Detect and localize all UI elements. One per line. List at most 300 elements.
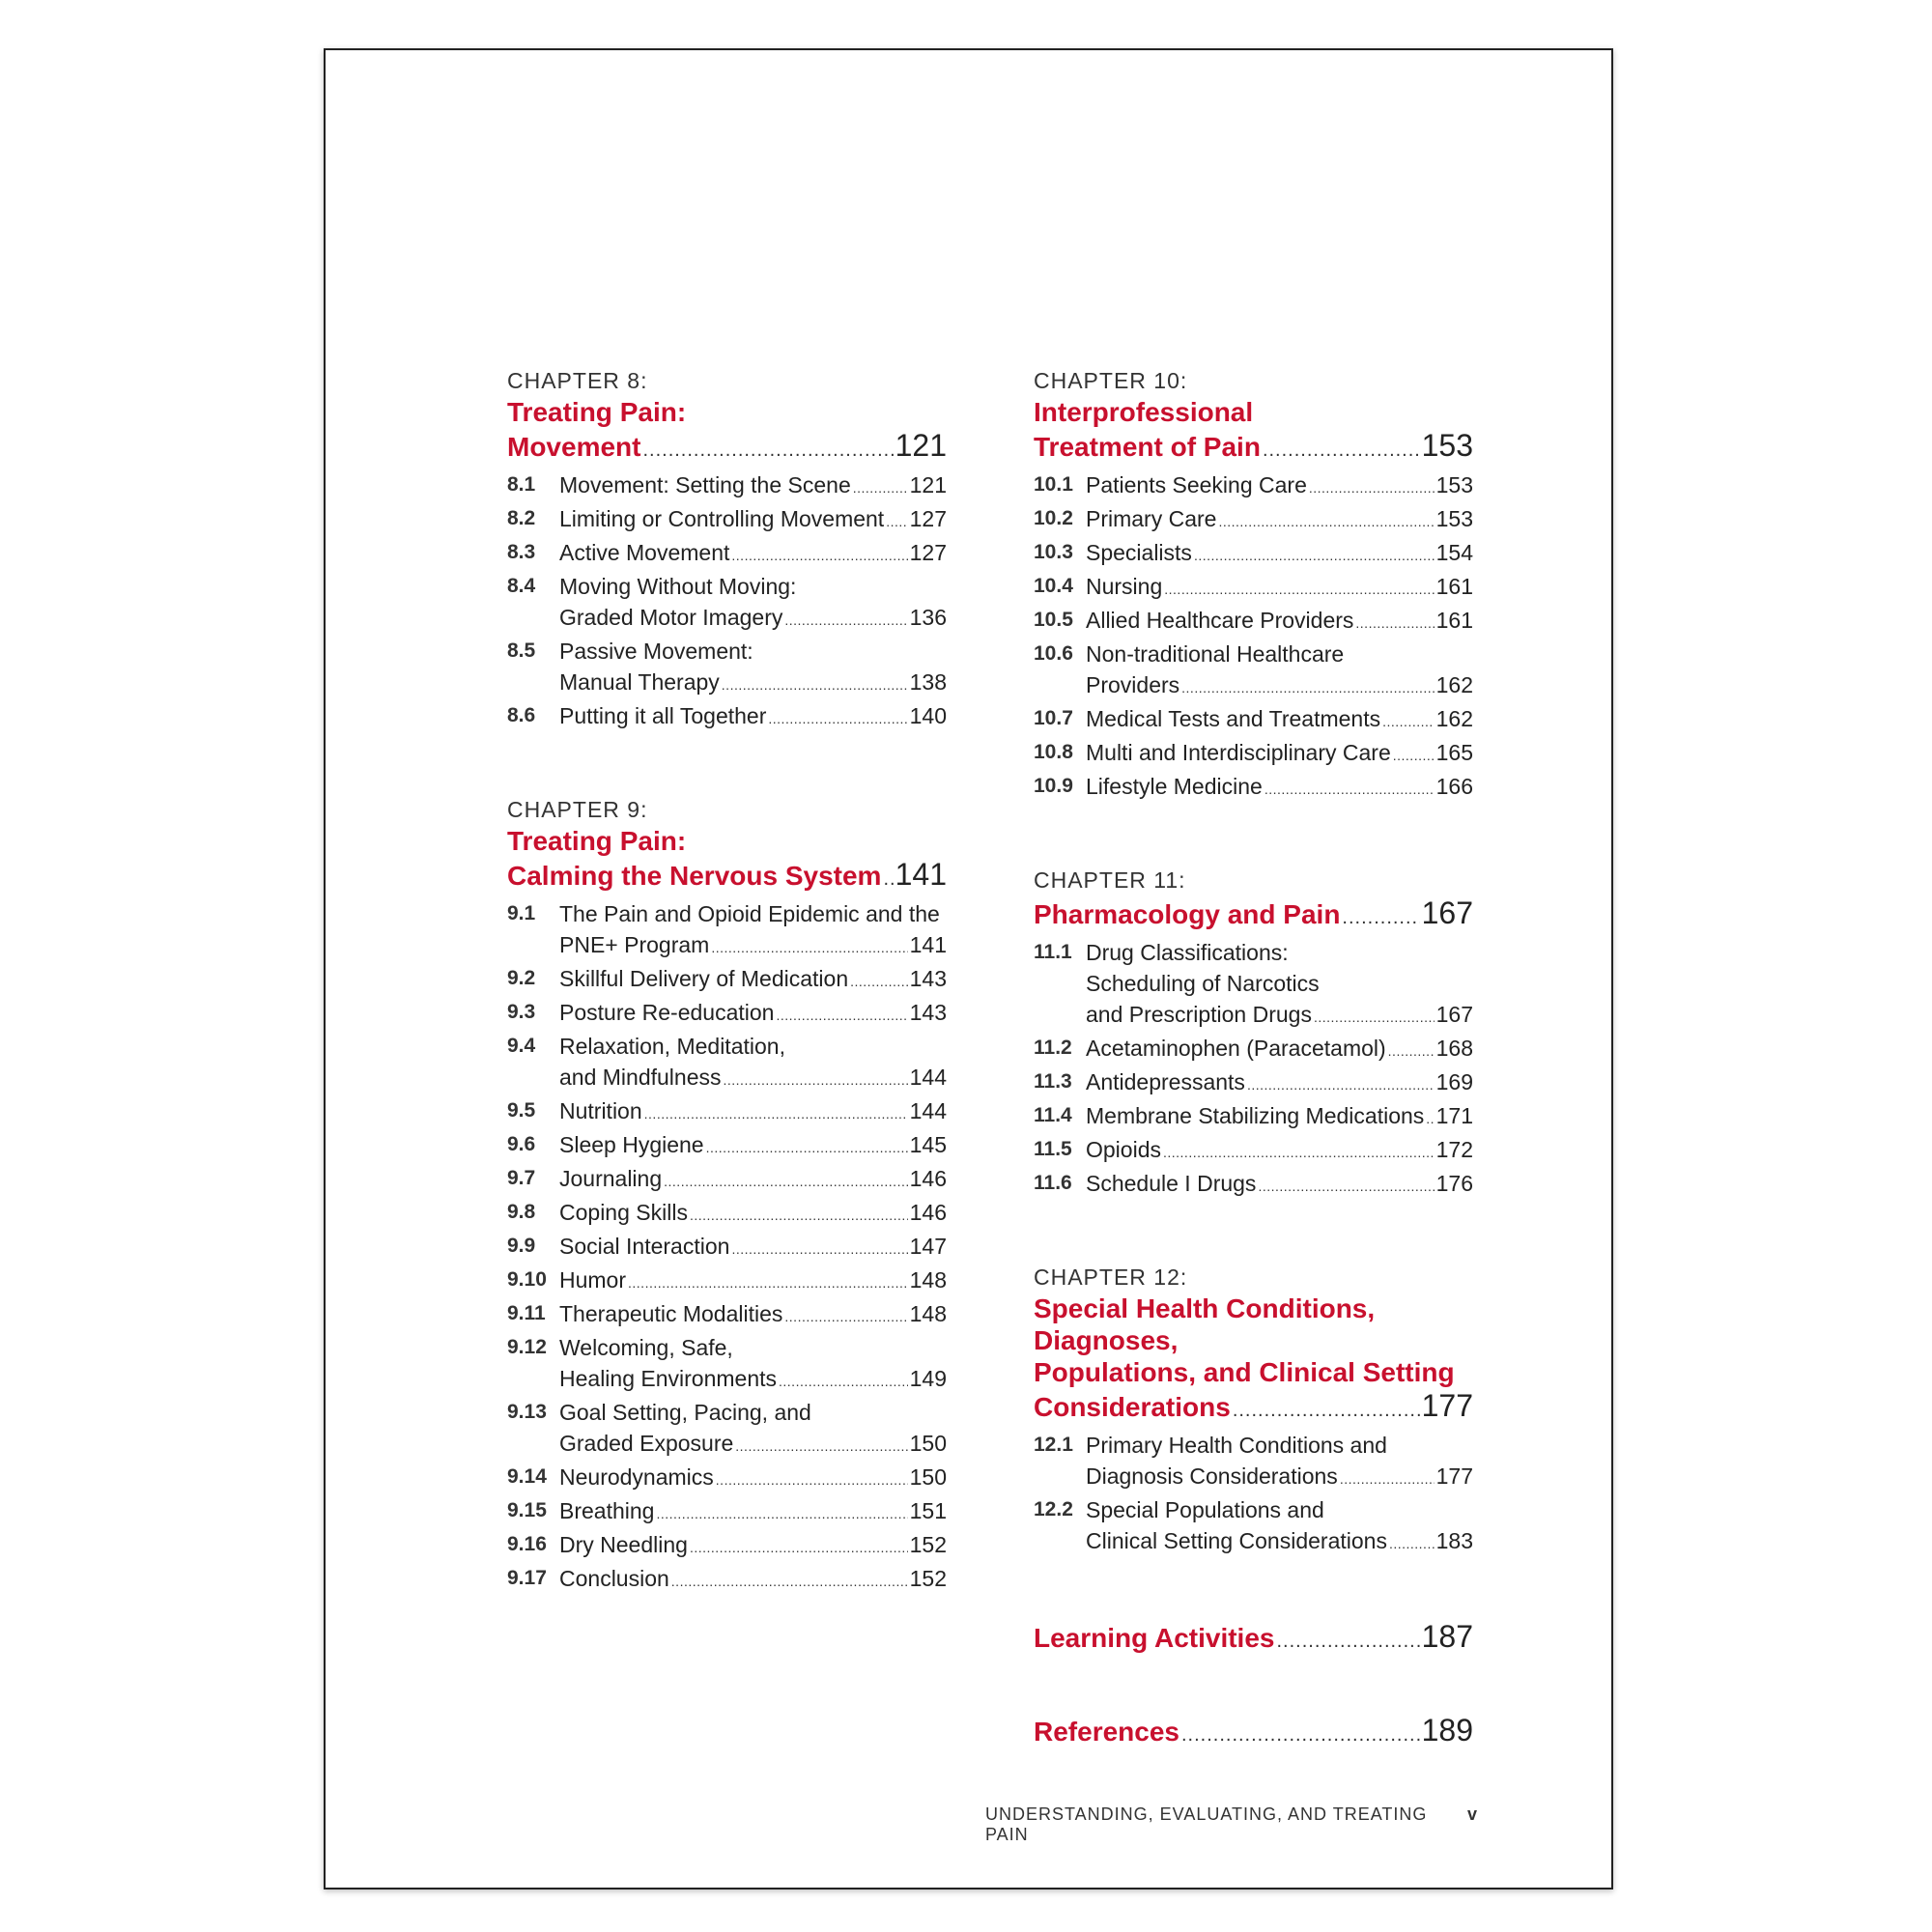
section-page-number: 161 [1435,574,1473,599]
section-number: 8.2 [507,507,536,529]
section-title-line: The Pain and Opioid Epidemic and the [559,901,940,926]
section-body [559,1095,947,1129]
section-title-row [1086,669,1473,703]
section-title: Nutrition [559,1098,642,1123]
section-title-row [559,1363,947,1397]
dot-leader [1393,737,1435,771]
chapter-11[interactable] [1034,865,1473,1202]
toc-section-entry[interactable] [507,1298,947,1332]
page-footer [985,1804,1478,1845]
section-page-number: 176 [1435,1171,1473,1196]
toc-section-entry[interactable] [1034,1168,1473,1202]
section-page-number: 145 [909,1132,947,1157]
section-title: Membrane Stabilizing Medications [1086,1103,1425,1128]
section-number: 9.17 [507,1567,547,1589]
toc-section-entry[interactable] [1034,1430,1473,1494]
section-number: 10.4 [1034,575,1073,597]
section-number: 9.8 [507,1201,536,1223]
section-title: Manual Therapy [559,669,720,695]
dot-leader [690,1197,908,1231]
section-title: Opioids [1086,1137,1161,1162]
section-number: 10.5 [1034,609,1073,631]
section-page-number: 140 [909,703,947,728]
section-title-row [1086,537,1473,571]
dot-leader [1264,771,1435,805]
section-list [1034,937,1473,1202]
section-title-line: Passive Movement: [559,639,753,664]
section-title-row [559,1062,947,1095]
section-body [559,1397,947,1462]
section-body [559,1031,947,1095]
toc-section-entry[interactable] [1034,771,1473,805]
section-number: 9.9 [507,1235,536,1257]
section-body [559,963,947,997]
section-title: Nursing [1086,574,1163,599]
section-title: Diagnosis Considerations [1086,1463,1338,1489]
section-number: 8.6 [507,704,536,726]
section-number: 9.1 [507,902,536,924]
section-title: Antidepressants [1086,1069,1245,1094]
chapter-label: CHAPTER 9: [507,797,648,822]
section-number: 11.4 [1034,1104,1072,1126]
section-title: and Prescription Drugs [1086,1002,1312,1027]
references-page: 189 [1421,1713,1473,1747]
chapter-title-line: Special Health Conditions, Diagnoses, [1034,1293,1376,1355]
section-title: Humor [559,1267,627,1293]
dot-leader [706,1129,908,1163]
section-body [559,700,947,734]
toc-section-entry[interactable] [1034,469,1473,503]
chapter-title-row [1034,1388,1473,1424]
toc-section-entry[interactable] [507,700,947,734]
section-number: 10.8 [1034,741,1073,763]
dot-leader [1355,605,1434,639]
section-number: 10.1 [1034,473,1073,496]
section-title: Movement: Setting the Scene [559,472,851,497]
section-body [559,1163,947,1197]
section-title-row [1086,1033,1473,1066]
section-page-number: 162 [1435,672,1473,697]
section-body [1086,639,1473,703]
section-title: Patients Seeking Care [1086,472,1307,497]
section-title: Active Movement [559,540,730,565]
dot-leader [1276,1631,1419,1653]
section-title: Social Interaction [559,1234,730,1259]
dot-leader [1194,537,1435,571]
section-body [1086,537,1473,571]
section-title: Putting it all Together [559,703,767,728]
section-title: Medical Tests and Treatments [1086,706,1381,731]
toc-section-entry[interactable] [507,1197,947,1231]
section-title-line: Scheduling of Narcotics [1086,971,1320,996]
toc-section-entry[interactable] [1034,605,1473,639]
section-page-number: 149 [909,1366,947,1391]
toc-section-entry[interactable] [507,1529,947,1563]
toc-section-entry[interactable] [507,537,947,571]
section-title-row [559,1495,947,1529]
section-title: Lifestyle Medicine [1086,774,1263,799]
section-body [559,1197,947,1231]
section-title-row [559,1428,947,1462]
dot-leader [1388,1033,1435,1066]
section-title-row [559,1298,947,1332]
toc-section-entry[interactable] [1034,1100,1473,1134]
section-body [1086,1066,1473,1100]
toc-section-entry[interactable] [507,503,947,537]
dot-leader [731,1231,907,1264]
section-body [1086,1430,1473,1494]
dot-leader [722,667,908,700]
section-page-number: 167 [1435,1002,1473,1027]
section-title-row [559,1095,947,1129]
toc-section-entry[interactable] [507,571,947,636]
section-page-number: 166 [1435,774,1473,799]
section-number: 11.6 [1034,1172,1072,1194]
section-title: Allied Healthcare Providers [1086,608,1354,633]
section-title-row [1086,1168,1473,1202]
section-body [559,1129,947,1163]
section-body [1086,1134,1473,1168]
section-title-row [559,667,947,700]
dot-leader [716,1462,908,1495]
dot-leader [768,700,907,734]
section-number: 9.11 [507,1302,546,1324]
section-body [559,1529,947,1563]
section-page-number: 153 [1435,472,1473,497]
section-number: 9.16 [507,1533,547,1555]
dot-leader [724,1062,908,1095]
section-number: 10.7 [1034,707,1073,729]
section-body [559,469,947,503]
section-title: Primary Care [1086,506,1217,531]
section-title-row [559,997,947,1031]
toc-section-entry[interactable] [507,1231,947,1264]
dot-leader [784,1298,907,1332]
section-title-row [1086,503,1473,537]
section-title: Skillful Delivery of Medication [559,966,849,991]
section-page-number: 144 [909,1065,947,1090]
section-title: Posture Re-education [559,1000,775,1025]
section-body [559,898,947,963]
dot-leader [735,1428,907,1462]
section-body [1086,1168,1473,1202]
toc-section-entry[interactable] [507,1129,947,1163]
section-page-number: 165 [1435,740,1473,765]
dot-leader [690,1529,908,1563]
toc-section-entry[interactable] [507,997,947,1031]
toc-section-entry[interactable] [1034,937,1473,1033]
dot-leader [784,602,907,636]
section-page-number: 143 [909,1000,947,1025]
dot-leader [850,963,908,997]
section-title-line: Goal Setting, Pacing, and [559,1400,811,1425]
section-title: Specialists [1086,540,1192,565]
section-list [507,469,947,734]
dot-leader [886,503,907,537]
section-body [559,1231,947,1264]
section-number: 9.14 [507,1465,547,1488]
dot-leader [779,1363,908,1397]
dot-leader [853,469,908,503]
section-body [559,1264,947,1298]
toc-section-entry[interactable] [507,1495,947,1529]
section-page-number: 152 [909,1566,947,1591]
dot-leader [671,1563,908,1597]
toc-section-entry[interactable] [507,1397,947,1462]
section-title: Journaling [559,1166,663,1191]
dot-leader [628,1264,908,1298]
section-page-number: 161 [1435,608,1473,633]
section-title-row [559,1197,947,1231]
section-title-row [1086,1066,1473,1100]
section-page-number: 143 [909,966,947,991]
learning-activities-title: Learning Activities [1034,1623,1275,1653]
section-body [559,1495,947,1529]
section-title-line: Moving Without Moving: [559,574,797,599]
toc-section-entry[interactable] [1034,703,1473,737]
toc-section-entry[interactable] [1034,1494,1473,1559]
references-entry[interactable] [1034,1713,1473,1748]
section-title-row [559,700,947,734]
section-title-row [559,469,947,503]
section-number: 11.5 [1034,1138,1072,1160]
section-title: Coping Skills [559,1200,688,1225]
chapter-page-number: 167 [1421,895,1473,930]
section-title: Healing Environments [559,1366,778,1391]
section-body [559,537,947,571]
section-body [1086,703,1473,737]
section-title-row [559,1462,947,1495]
section-page-number: 148 [909,1301,947,1326]
section-body [1086,503,1473,537]
dot-leader [776,997,907,1031]
section-body [559,636,947,700]
section-title-row [559,1264,947,1298]
section-body [559,1563,947,1597]
section-title: Graded Motor Imagery [559,605,783,630]
section-number: 12.2 [1034,1498,1073,1520]
chapter-title-row [1034,428,1473,464]
section-number: 8.1 [507,473,536,496]
toc-section-entry[interactable] [507,1563,947,1597]
chapter-page-number: 141 [895,857,947,892]
dot-leader [1389,1525,1435,1559]
dot-leader [656,1495,907,1529]
dot-leader [883,868,893,891]
section-title-row [1086,1134,1473,1168]
dot-leader [1163,1134,1435,1168]
section-body [1086,1100,1473,1134]
section-title: Dry Needling [559,1532,688,1557]
section-title-row [559,1231,947,1264]
section-title: Providers [1086,672,1180,697]
chapter-12[interactable] [1034,1262,1473,1559]
dot-leader [1181,1724,1420,1747]
chapter-label: CHAPTER 10: [1034,368,1188,393]
section-list [1034,469,1473,805]
section-number: 9.2 [507,967,536,989]
chapter-title: Movement [507,432,641,462]
section-title-line: Drug Classifications: [1086,940,1289,965]
section-number: 8.4 [507,575,536,597]
section-title: Limiting or Controlling Movement [559,506,885,531]
toc-section-entry[interactable] [1034,503,1473,537]
toc-section-entry[interactable] [507,469,947,503]
dot-leader [1426,1100,1434,1134]
dot-leader [642,440,893,462]
section-body [1086,1033,1473,1066]
section-number: 12.1 [1034,1434,1073,1456]
chapter-label: CHAPTER 11: [1034,867,1186,893]
dot-leader [1340,1461,1435,1494]
section-number: 9.10 [507,1268,547,1291]
dot-leader [644,1095,908,1129]
section-number: 8.5 [507,639,536,662]
section-title: Neurodynamics [559,1464,714,1490]
toc-section-entry[interactable] [1034,639,1473,703]
toc-section-entry[interactable] [1034,537,1473,571]
dot-leader [731,537,907,571]
dot-leader [1263,440,1420,462]
section-title: PNE+ Program [559,932,710,957]
dot-leader [711,929,907,963]
toc-section-entry[interactable] [507,1031,947,1095]
dot-leader [1314,999,1435,1033]
section-number: 9.12 [507,1336,547,1358]
section-number: 9.6 [507,1133,536,1155]
section-title-row [559,1529,947,1563]
dot-leader [664,1163,907,1197]
section-page-number: 150 [909,1464,947,1490]
section-title-row [1086,1100,1473,1134]
section-page-number: 141 [909,932,947,957]
toc-right-column [1034,365,1473,1806]
section-list [507,898,947,1597]
dot-leader [1164,571,1434,605]
section-list [1034,1430,1473,1559]
toc-section-entry[interactable] [507,1462,947,1495]
toc-section-entry[interactable] [1034,1134,1473,1168]
section-title-row [559,963,947,997]
chapter-9[interactable] [507,794,947,1597]
section-page-number: 153 [1435,506,1473,531]
section-body [559,503,947,537]
section-body [1086,571,1473,605]
chapter-label: CHAPTER 12: [1034,1264,1188,1290]
section-title-row [1086,737,1473,771]
toc-section-entry[interactable] [507,1095,947,1129]
page-number: v [1466,1804,1478,1824]
toc-section-entry[interactable] [507,898,947,963]
chapter-8[interactable] [507,365,947,734]
section-page-number: 172 [1435,1137,1473,1162]
chapter-title-line: Populations, and Clinical Setting [1034,1357,1455,1387]
section-title-row [559,537,947,571]
section-title: Sleep Hygiene [559,1132,704,1157]
section-number: 11.3 [1034,1070,1072,1093]
section-title-row [1086,999,1473,1033]
section-number: 9.4 [507,1035,536,1057]
chapter-page-number: 121 [895,428,947,463]
toc-section-entry[interactable] [507,963,947,997]
section-page-number: 162 [1435,706,1473,731]
section-number: 10.6 [1034,642,1073,665]
toc-left-column [507,365,947,1657]
section-title-line: Non-traditional Healthcare [1086,641,1345,667]
toc-section-entry[interactable] [507,636,947,700]
chapter-title: Considerations [1034,1392,1231,1422]
toc-section-entry[interactable] [507,1332,947,1397]
section-page-number: 148 [909,1267,947,1293]
section-title-row [559,1163,947,1197]
section-body [1086,605,1473,639]
dot-leader [1181,669,1434,703]
learning-activities-entry[interactable] [1034,1619,1473,1655]
section-page-number: 169 [1435,1069,1473,1094]
section-number: 9.13 [507,1401,547,1423]
section-body [1086,937,1473,1033]
section-title-line: Primary Health Conditions and [1086,1433,1387,1458]
section-page-number: 154 [1435,540,1473,565]
section-page-number: 147 [909,1234,947,1259]
section-title: Schedule I Drugs [1086,1171,1257,1196]
section-number: 9.7 [507,1167,536,1189]
chapter-10[interactable] [1034,365,1473,805]
section-title-row [1086,1461,1473,1494]
section-page-number: 127 [909,540,947,565]
section-title: Clinical Setting Considerations [1086,1528,1387,1553]
section-title: and Mindfulness [559,1065,722,1090]
section-title: Conclusion [559,1566,669,1591]
toc-section-entry[interactable] [507,1264,947,1298]
section-number: 9.15 [507,1499,547,1521]
section-title-row [1086,571,1473,605]
toc-section-entry[interactable] [1034,1033,1473,1066]
section-page-number: 177 [1435,1463,1473,1489]
section-page-number: 152 [909,1532,947,1557]
section-title-row [1086,469,1473,503]
section-page-number: 146 [909,1166,947,1191]
chapter-title-line: Treating Pain: [507,826,687,856]
references-title: References [1034,1717,1179,1747]
running-title: UNDERSTANDING, EVALUATING, AND TREATING PAIN [985,1804,1428,1844]
toc-section-entry[interactable] [1034,737,1473,771]
section-page-number: 144 [909,1098,947,1123]
toc-section-entry[interactable] [1034,1066,1473,1100]
chapter-title-line: Interprofessional [1034,397,1254,427]
section-page-number: 146 [909,1200,947,1225]
chapter-title-line: Treating Pain: [507,397,687,427]
dot-leader [1233,1400,1420,1422]
learning-activities-page: 187 [1421,1619,1473,1654]
chapter-page-number: 177 [1421,1388,1473,1423]
section-title-row [559,1129,947,1163]
section-title-row [559,503,947,537]
chapter-title: Calming the Nervous System [507,861,882,891]
section-body [1086,771,1473,805]
section-number: 9.5 [507,1099,536,1122]
section-title: Acetaminophen (Paracetamol) [1086,1036,1386,1061]
section-body [1086,737,1473,771]
chapter-title: Pharmacology and Pain [1034,899,1341,929]
dot-leader [1342,907,1419,929]
section-page-number: 151 [909,1498,947,1523]
toc-section-entry[interactable] [507,1163,947,1197]
toc-section-entry[interactable] [1034,571,1473,605]
section-title-line: Special Populations and [1086,1497,1324,1522]
dot-leader [1309,469,1435,503]
section-page-number: 171 [1435,1103,1473,1128]
